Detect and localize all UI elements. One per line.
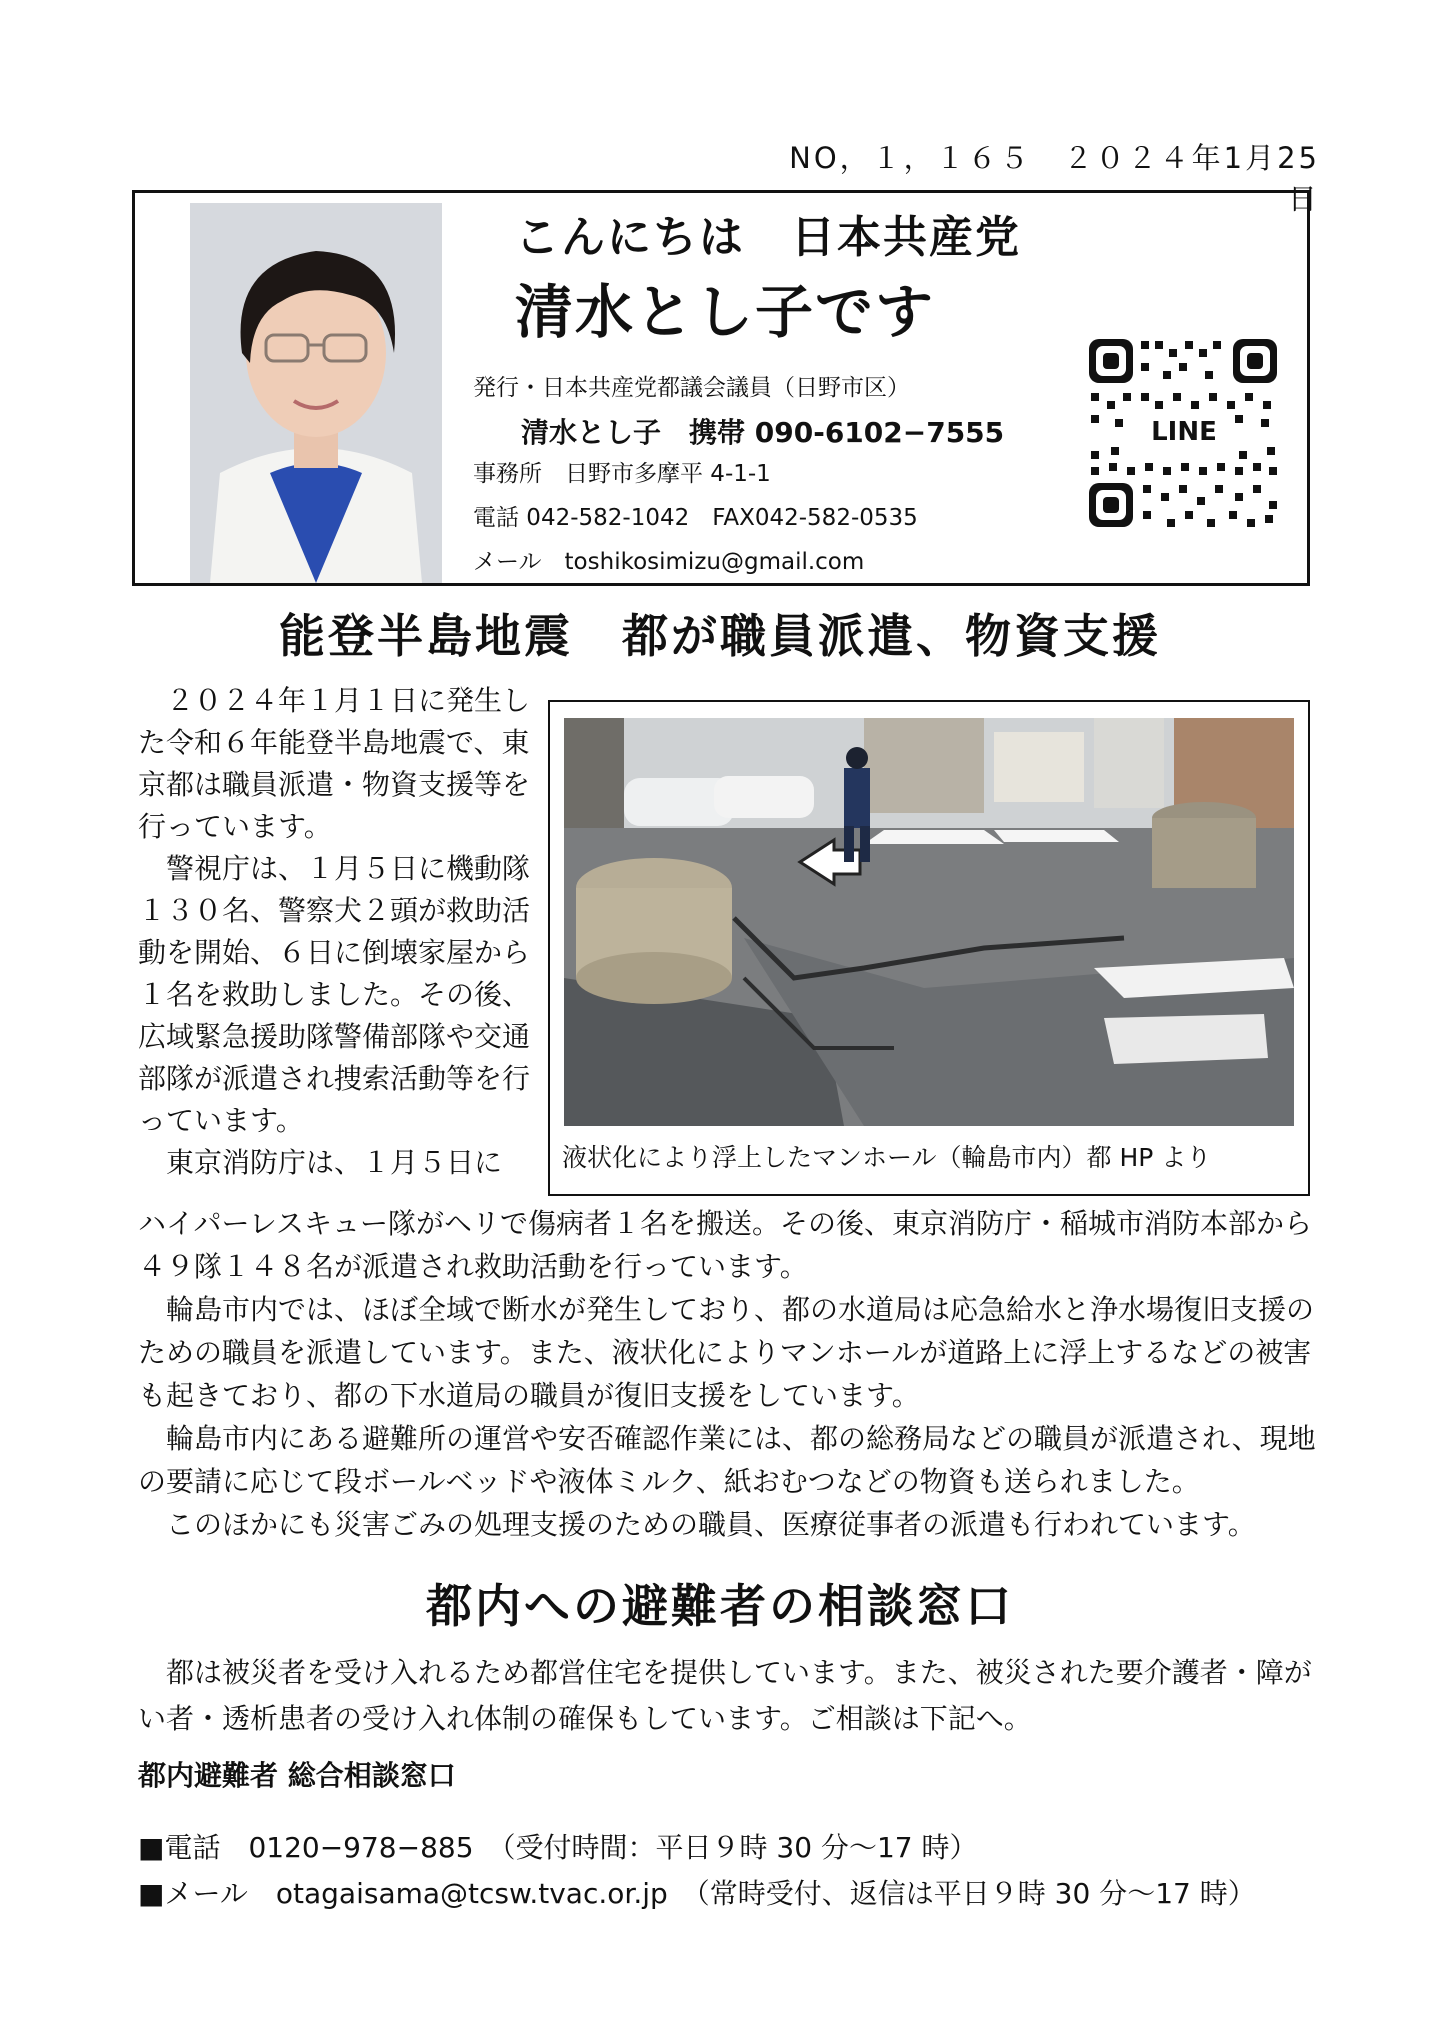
article-body [138, 1202, 1318, 1546]
section-title: 都内への避難者の相談窓口 [426, 1579, 1014, 1633]
photo-figure [548, 700, 1310, 1196]
section-body [138, 1650, 1318, 1742]
article-lead-column [138, 680, 538, 1184]
greeting-title: こんにちは 日本共産党 [515, 212, 1021, 263]
body-paragraph: ハイパーレスキュー隊がヘリで傷病者１名を搬送。その後、東京消防庁・稲城市消防本部から４９隊１４８名が派遣され救助活動を行っています。 [138, 1207, 1313, 1283]
body-paragraph: 輪島市内では、ほぼ全域で断水が発生しており、都の水道局は応急給水と浄水場復旧支援のための職員を派遣しています。また、液状化によりマンホールが道路上に浮上するなどの被害も起きており、都の下水道局の職員が復旧支援をしています。 [138, 1293, 1315, 1412]
phone-fax-line: 電話 042-582-1042 FAX042-582-0535 [473, 505, 918, 531]
article-headline: 能登半島地震 都が職員派遣、物資支援 [279, 609, 1161, 663]
lead-paragraph: 警視庁は、１月５日に機動隊１３０名、警察犬２頭が救助活動を開始、６日に倒壊家屋から１名を救助しました。その後、広域緊急援助隊警備部隊や交通部隊が派遣され捜索活動等を行っています。 [138, 852, 531, 1137]
line-label: LINE [1135, 415, 1233, 449]
publisher-line: 発行・日本共産党都議会議員（日野市区） [473, 375, 910, 401]
body-paragraph: 輪島市内にある避難所の運営や安否確認作業には、都の総務局などの職員が派遣され、現地の要請に応じて段ボールベッドや液体ミルク、紙おむつなどの物資も送られました。 [138, 1422, 1316, 1498]
consult-window-title: 都内避難者 総合相談窓口 [138, 1759, 456, 1792]
mobile-line: 清水とし子 携帯 090-6102−7555 [521, 416, 1005, 449]
photo-caption: 液状化により浮上したマンホール（輪島市内）都 HP より [562, 1143, 1212, 1172]
lead-paragraph: ２０２４年１月１日に発生した令和６年能登半島地震で、東京都は職員派遣・物資支援等を行っています。 [138, 684, 531, 843]
section-paragraph: 都は被災者を受け入れるため都営住宅を提供しています。また、被災された要介護者・障がい者・透析患者の受け入れ体制の確保もしています。ご相談は下記へ。 [138, 1656, 1312, 1735]
name-title: 清水とし子です [515, 278, 936, 346]
office-line: 事務所 日野市多摩平 4-1-1 [473, 461, 771, 487]
consult-email[interactable]: ■メール otagaisama@tcsw.tvac.or.jp （常時受付、返信は平日９時 30 分〜17 時） [138, 1877, 1256, 1910]
email-line: メール toshikosimizu@gmail.com [473, 549, 865, 575]
earthquake-photo [564, 718, 1294, 1126]
portrait-photo [190, 203, 442, 583]
lead-paragraph: 東京消防庁は、１月５日に [138, 1146, 503, 1179]
header-box [132, 190, 1310, 586]
issue-number-date: NO，１，１６５ ２０２４年1月25日 [789, 141, 1320, 216]
consult-phone[interactable]: ■電話 0120−978−885 （受付時間：平日９時 30 分〜17 時） [138, 1831, 978, 1864]
body-paragraph: このほかにも災害ごみの処理支援のための職員、医療従事者の派遣も行われています。 [138, 1508, 1256, 1541]
